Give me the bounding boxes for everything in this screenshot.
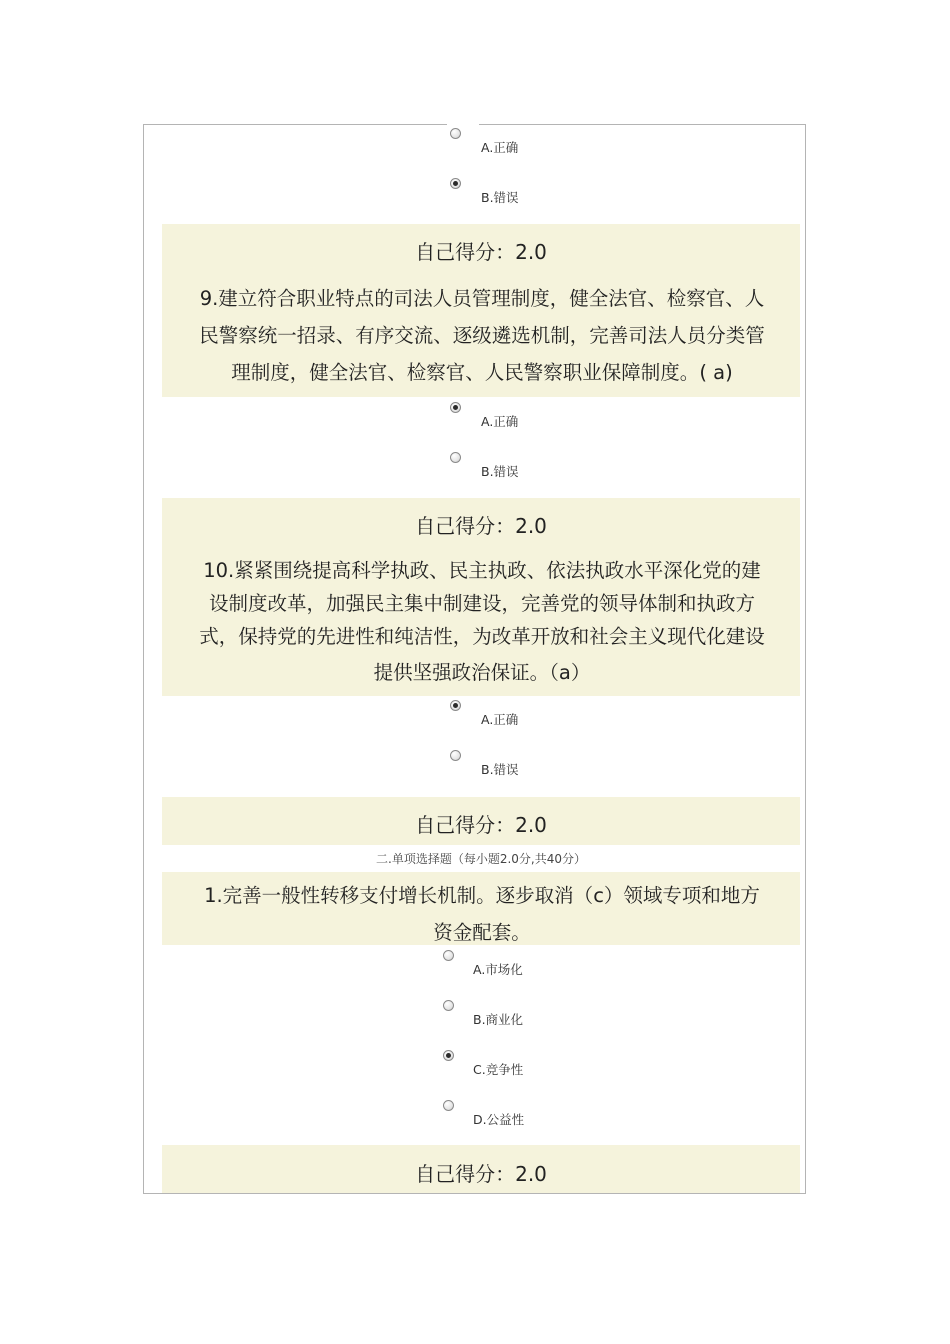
option-label: B.错误 — [481, 464, 519, 479]
option-a-true[interactable] — [450, 700, 570, 730]
single-choice-1-text — [168, 877, 796, 951]
question-line: 建立符合职业特点的司法人员管理制度，健全法官、检察官、人 — [218, 287, 765, 310]
frame-gap — [447, 121, 479, 127]
question-10-text — [168, 554, 796, 689]
option-label: A.市场化 — [473, 962, 523, 977]
option-label: D.公益性 — [473, 1112, 525, 1127]
radio-button[interactable] — [450, 750, 461, 761]
question-9-text — [168, 280, 796, 391]
question-number: 9. — [199, 287, 219, 310]
question-number: 1. — [204, 884, 223, 907]
option-a-true[interactable] — [450, 402, 570, 432]
radio-button[interactable] — [443, 1000, 454, 1011]
section-title: 二.单项选择题（每小题2.0分,共40分） — [376, 852, 586, 866]
question-line: 理制度，健全法官、检察官、人民警察职业保障制度。 — [231, 361, 700, 384]
option-a[interactable] — [443, 950, 563, 980]
radio-button[interactable] — [450, 128, 461, 139]
option-label: B.商业化 — [473, 1012, 524, 1027]
question-line: 式，保持党的先进性和纯洁性，为改革开放和社会主义现代化建设 — [199, 625, 765, 648]
question-line: ）领域专项和地方 — [603, 884, 760, 907]
score-text: 自己得分：2.0 — [415, 1162, 547, 1186]
option-b-false[interactable] — [450, 750, 570, 780]
score-text: 自己得分：2.0 — [415, 813, 547, 837]
option-b[interactable] — [443, 1000, 563, 1030]
question-line: ） — [570, 661, 591, 684]
answer-mark: c — [593, 884, 604, 907]
score-text: 自己得分：2.0 — [415, 514, 547, 538]
question-line: 提供坚强政治保证。（ — [373, 661, 559, 684]
question-number: 10. — [203, 559, 235, 582]
option-d[interactable] — [443, 1100, 563, 1130]
radio-button[interactable] — [443, 1100, 454, 1111]
radio-button[interactable] — [450, 402, 461, 413]
radio-button[interactable] — [450, 178, 461, 189]
option-label: B.错误 — [481, 762, 519, 777]
option-label: C.竞争性 — [473, 1062, 524, 1077]
radio-button[interactable] — [443, 950, 454, 961]
option-label: B.错误 — [481, 190, 519, 205]
question-line: 完善一般性转移支付增长机制。逐步取消（ — [222, 884, 594, 907]
option-b-false[interactable] — [450, 452, 570, 482]
option-b-false[interactable] — [450, 178, 570, 208]
answer-mark: a — [558, 661, 571, 684]
option-label: A.正确 — [481, 414, 519, 429]
question-line: 资金配套。 — [433, 921, 531, 944]
radio-button[interactable] — [450, 700, 461, 711]
answer-mark: ( a) — [699, 361, 733, 384]
option-a-true[interactable] — [450, 128, 570, 158]
radio-button[interactable] — [450, 452, 461, 463]
option-label: A.正确 — [481, 140, 519, 155]
question-line: 民警察统一招录、有序交流、逐级遴选机制，完善司法人员分类管 — [199, 324, 765, 347]
option-c[interactable] — [443, 1050, 563, 1080]
score-text: 自己得分：2.0 — [415, 240, 547, 264]
question-line: 设制度改革，加强民主集中制建设，完善党的领导体制和执政方 — [208, 592, 755, 615]
option-label: A.正确 — [481, 712, 519, 727]
radio-button[interactable] — [443, 1050, 454, 1061]
question-line: 紧紧围绕提高科学执政、民主执政、依法执政水平深化党的建 — [234, 559, 761, 582]
